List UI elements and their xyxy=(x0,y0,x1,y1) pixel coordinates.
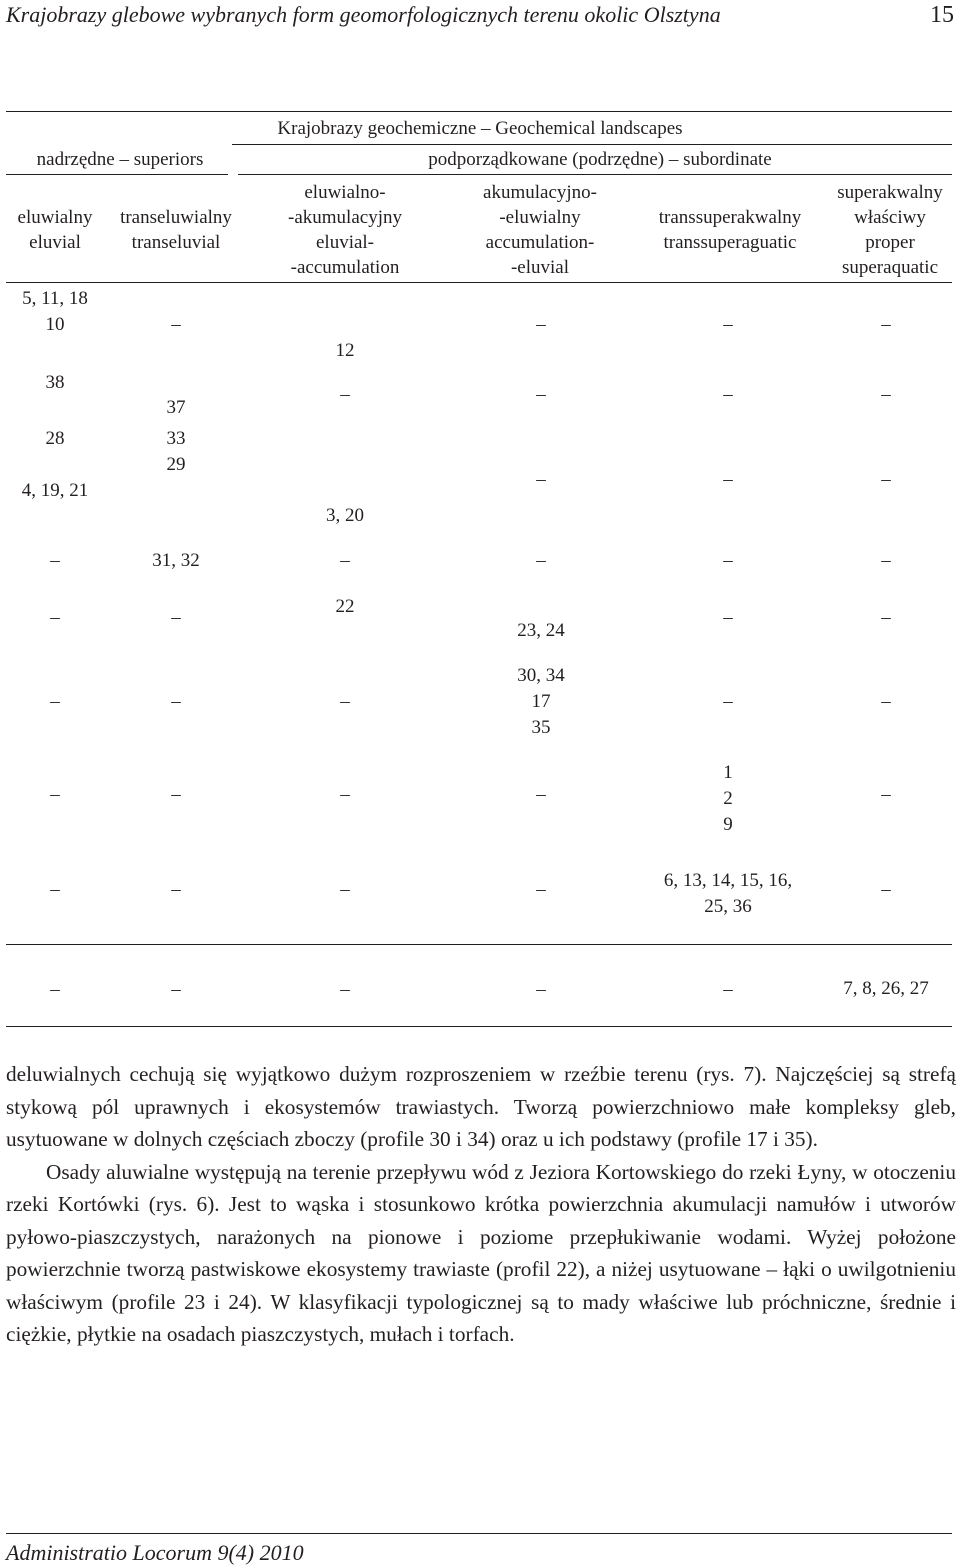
dash: – xyxy=(536,784,546,805)
cell-r3-eluvial-accumulation: 3, 20 xyxy=(326,505,364,526)
dash: – xyxy=(536,384,546,405)
dash: – xyxy=(881,550,891,571)
dash: – xyxy=(340,691,350,712)
dash: – xyxy=(340,784,350,805)
table-bottom-rule xyxy=(6,1026,952,1027)
cell-r6-accumulation-eluvial: 30, 34 17 35 xyxy=(517,665,565,738)
paragraph-1: deluwialnych cechują się wyjątkowo dużym rozproszeniem w rzeźbie terenu (rys. 7). Najczęściej są strefą stykową pól uprawnych i ekosystemów trawiastych. Tworzą powierzchniowo małe kompleksy gleb, usytuowane w dolnych częściach zboczy (profile 30 i 34) oraz u ich podstawy (profile 17 i 35). xyxy=(6,1062,956,1151)
dash: – xyxy=(881,879,891,900)
dash: – xyxy=(881,384,891,405)
table-top-rule xyxy=(6,111,952,112)
dash: – xyxy=(881,314,891,335)
col-header-superaquatic-proper: superakwalny właściwy proper superaquatic xyxy=(837,182,943,278)
dash: – xyxy=(50,691,60,712)
body-text xyxy=(6,1058,956,1351)
col-header-transeluvial: transeluwialny transeluvial xyxy=(120,207,232,253)
cell-r3-transeluvial: 33 29 xyxy=(166,428,186,475)
dash: – xyxy=(171,784,181,805)
page-number: 15 xyxy=(930,2,954,28)
dash: – xyxy=(723,384,733,405)
dash: – xyxy=(881,784,891,805)
col-header-accumulation-eluvial: akumulacyjno- -eluwialny accumulation- -eluvial xyxy=(483,182,597,278)
dash: – xyxy=(723,550,733,571)
cell-r5-accumulation-eluvial: 23, 24 xyxy=(517,620,565,641)
dash: – xyxy=(171,979,181,1000)
col-header-transsuperaquatic: transsuperakwalny transsuperaguatic xyxy=(658,207,802,253)
title-underline xyxy=(232,144,952,145)
dash: – xyxy=(881,691,891,712)
cell-r2-eluvial: 38 xyxy=(45,372,65,393)
superior-underline xyxy=(6,174,228,175)
dash: – xyxy=(171,607,181,628)
dash: – xyxy=(723,469,733,490)
dash: – xyxy=(536,314,546,335)
cell-r7-transsuperaquatic: 1 2 9 xyxy=(723,762,733,835)
cell-r1-eluvial-accumulation: 12 xyxy=(335,340,355,361)
dash: – xyxy=(50,979,60,1000)
superior-group-label: nadrzędne – superiors xyxy=(36,149,204,170)
dash: – xyxy=(536,469,546,490)
dash: – xyxy=(536,979,546,1000)
dash: – xyxy=(50,784,60,805)
paragraph-2: Osady aluwialne występują na terenie przepływu wód z Jeziora Kortowskiego do rzeki Łyny, w otoczeniu rzeki Kortówki (rys. 6). Jest to wąska i stosunkowo krótka powierzchnia akumulacji namułów i utworów pyłowo-piaszczystych, narażonych na pionowe i poziome przepłukiwanie wodami. Wyżej położone powierzchnie tworzą pastwiskowe ekosystemy trawiaste (profil 22), a niżej usytuowane – łąki o uwilgotnieniu właściwym (profile 23 i 24). W klasyfikacji typologicznej są to mady właściwe lub próchniczne, średnie i ciężkie, płytkie na osadach piaszczystych, mułach i torfach. xyxy=(6,1159,956,1346)
col-header-eluvial: eluwialny eluvial xyxy=(17,207,93,253)
subordinate-underline xyxy=(238,174,952,175)
dash: – xyxy=(881,469,891,490)
header-bottom-rule xyxy=(6,282,952,283)
dash: – xyxy=(881,607,891,628)
dash: – xyxy=(171,879,181,900)
dash: – xyxy=(171,314,181,335)
dash: – xyxy=(723,314,733,335)
table-title: Krajobrazy geochemiczne – Geochemical landscapes xyxy=(277,118,683,139)
subordinate-group-label: podporządkowane (podrzędne) – subordinate xyxy=(428,149,772,170)
dash: – xyxy=(340,384,350,405)
dash: – xyxy=(50,607,60,628)
cell-r4-transeluvial: 31, 32 xyxy=(152,550,200,571)
dash: – xyxy=(723,607,733,628)
footer-journal: Administratio Locorum 9(4) 2010 xyxy=(6,1540,304,1565)
cell-r9-superaquatic: 7, 8, 26, 27 xyxy=(843,978,929,999)
dash: – xyxy=(340,979,350,1000)
row-divider-rule xyxy=(6,944,952,945)
cell-r5-eluvial-accumulation: 22 xyxy=(335,596,355,617)
cell-r1-eluvial: 5, 11, 18 10 xyxy=(22,288,88,335)
dash: – xyxy=(340,550,350,571)
col-header-eluvial-accumulation: eluwialno- -akumulacyjny eluvial- -accumulation xyxy=(288,182,402,278)
dash: – xyxy=(50,879,60,900)
dash: – xyxy=(536,879,546,900)
dash: – xyxy=(50,550,60,571)
dash: – xyxy=(536,550,546,571)
dash: – xyxy=(171,691,181,712)
dash: – xyxy=(723,691,733,712)
cell-r2-transeluvial: 37 xyxy=(166,397,186,418)
dash: – xyxy=(723,979,733,1000)
running-header-title: Krajobrazy glebowe wybranych form geomorfologicznych terenu okolic Olsztyna xyxy=(6,2,721,27)
dash: – xyxy=(340,879,350,900)
footer-rule xyxy=(6,1533,952,1534)
cell-r8-transsuperaquatic: 6, 13, 14, 15, 16, 25, 36 xyxy=(663,870,793,917)
cell-r3-eluvial: 28 4, 19, 21 xyxy=(21,428,89,501)
